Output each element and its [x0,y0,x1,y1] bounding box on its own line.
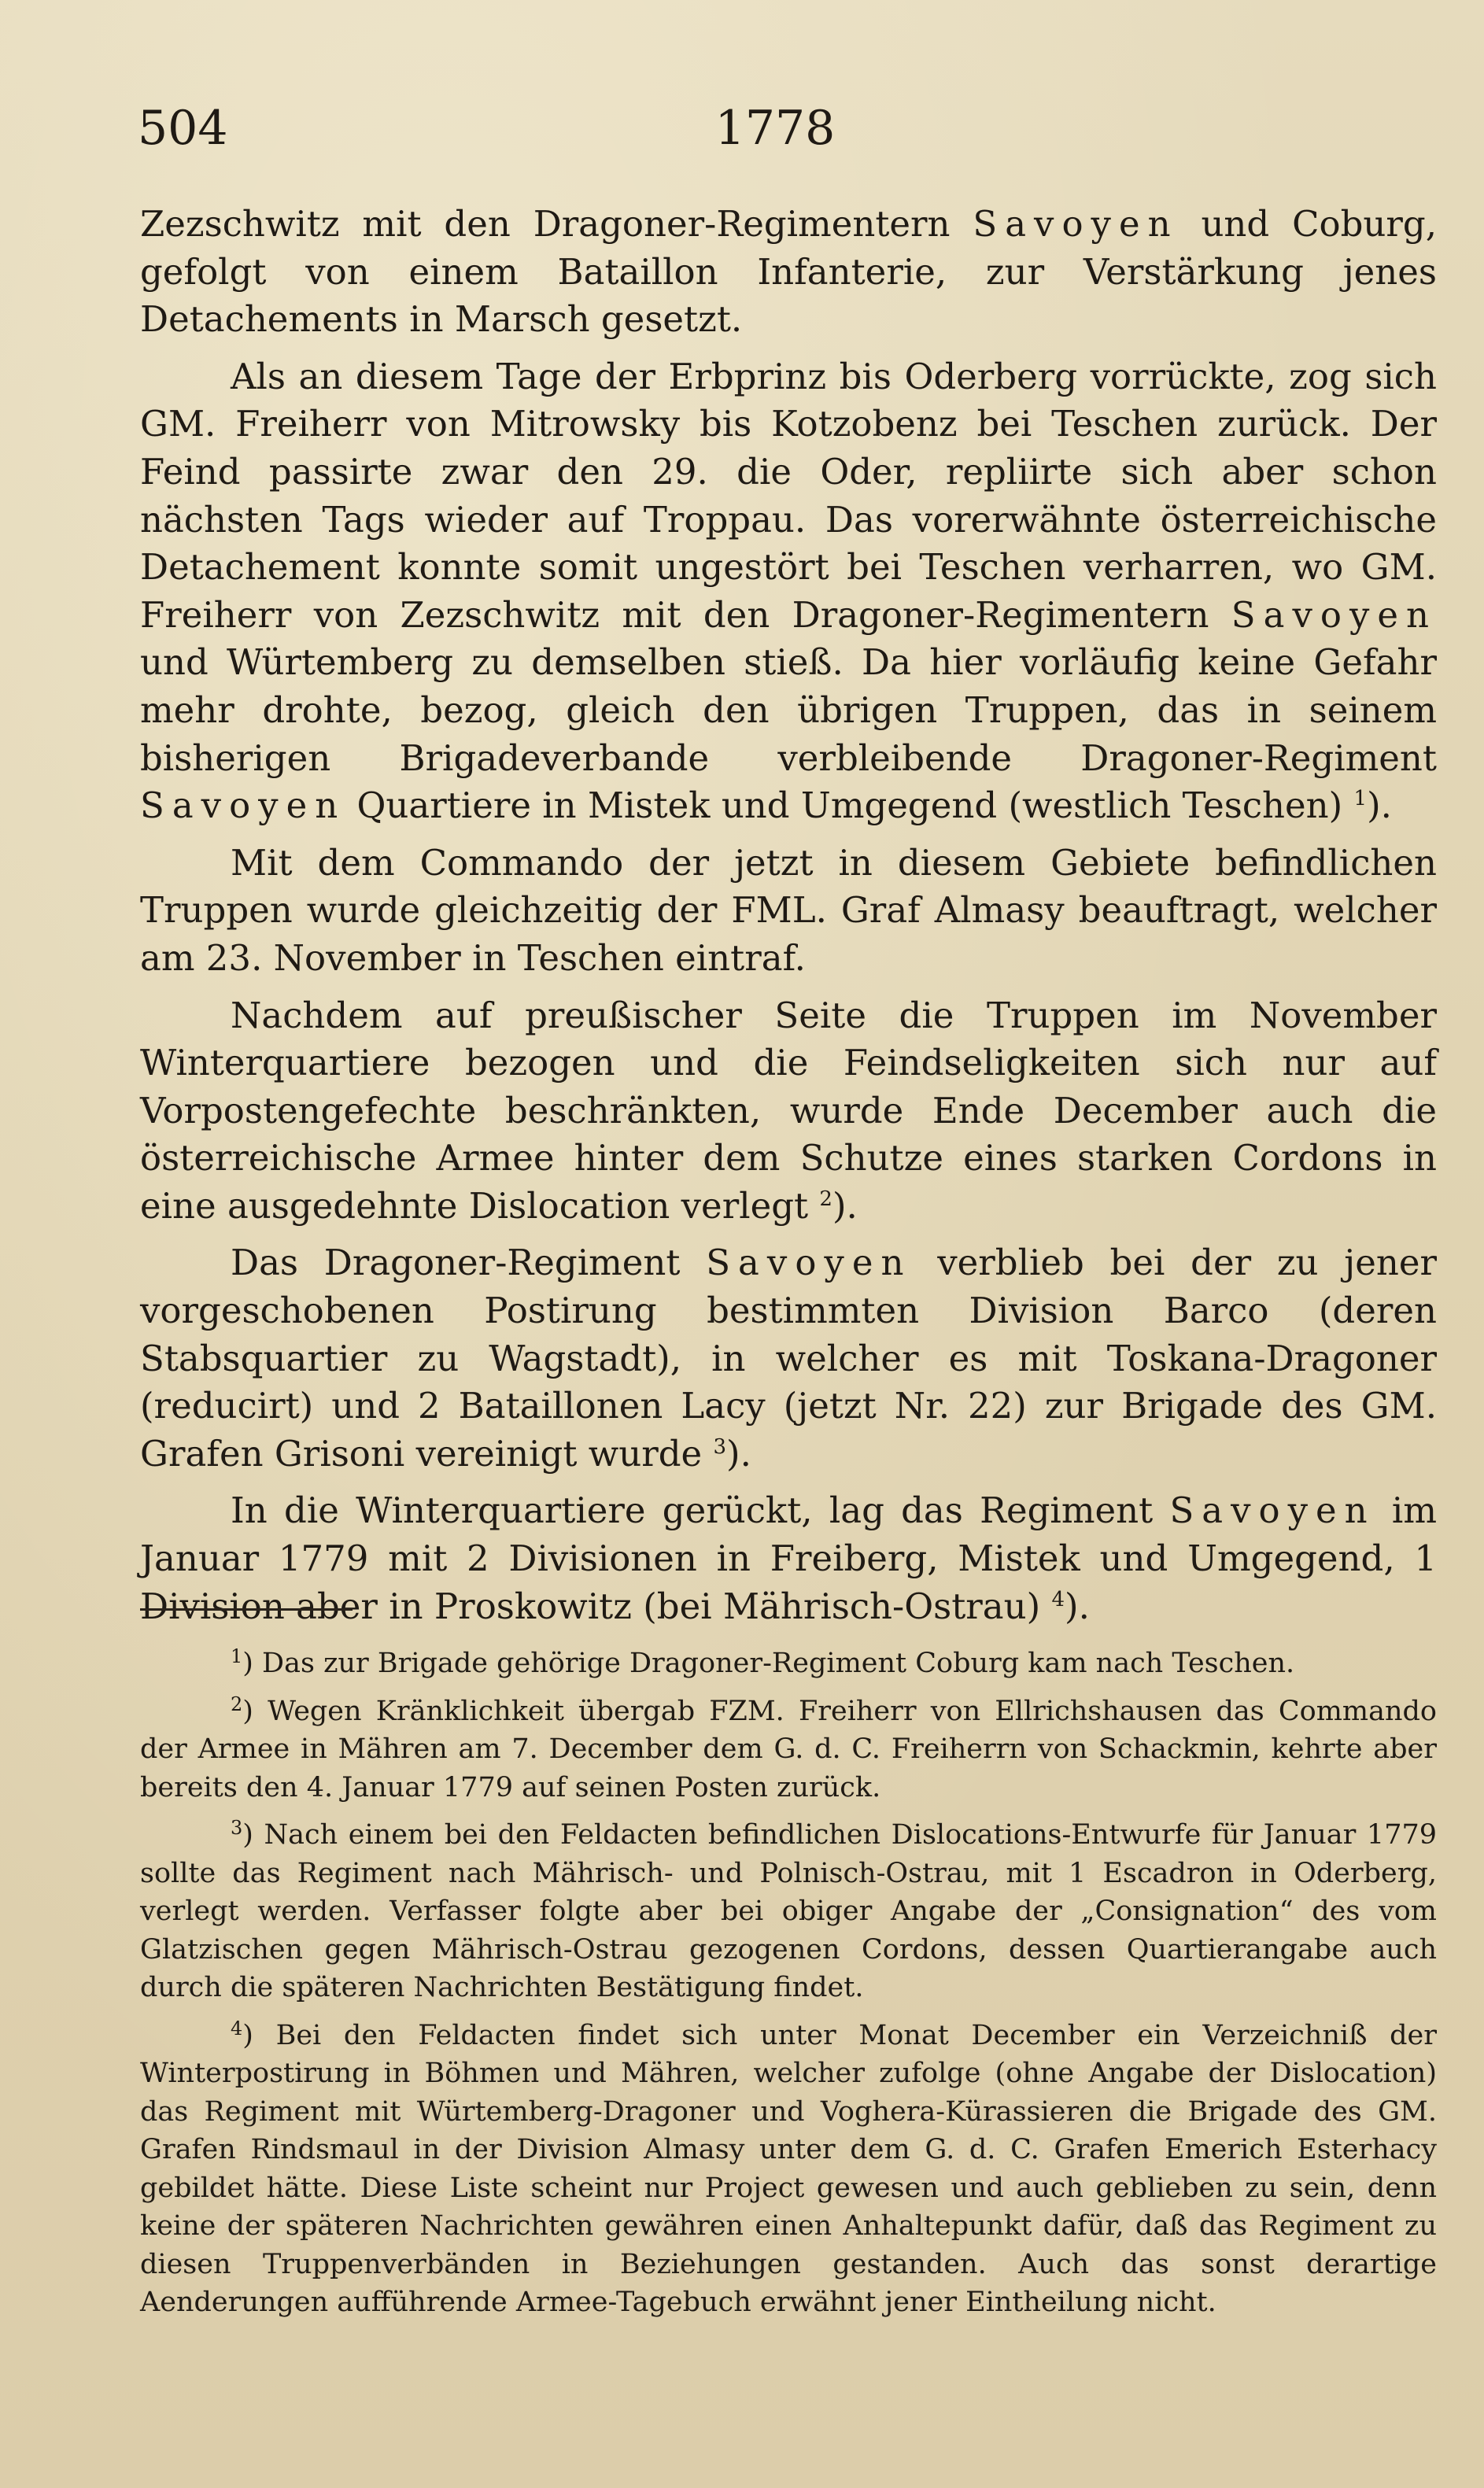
spaced-emphasis: Savoyen [706,1242,912,1284]
paragraph: Das Dragoner-Regiment Savoyen verblieb bei der zu jener vorgeschobenen Postirung bestimmten Division Barco (deren Stabsquartier zu Wagstadt), in welcher es mit Toskana-Dragoner (reducirt) und 2 Bataillonen Lacy (jetzt Nr. 22) zur Brigade des GM. Grafen Grisoni vereinigt wurde $^3$). [140,1242,1437,1475]
running-head-year: 1778 [714,101,836,156]
paragraph: Nachdem auf preußischer Seite die Truppen im November Winterquartiere bezogen und die Feindseligkeiten sich nur auf Vorpostengefechte beschränkten, wurde Ende December auch die österreichische Armee hinter dem Schutze eines starken Cordons in eine ausgedehnte Dislocation verlegt $^2$). [140,994,1437,1227]
text-run: Das Dragoner-Regiment [231,1242,707,1284]
text-run: Zezschwitz mit den Dragoner-Regimentern [140,203,973,245]
footnote-text: ) Nach einem bei den Feldacten befindlichen Dislocations-Entwurfe für Januar 1779 sollte das Regiment nach Mährisch- und Polnisch-Ostrau, mit 1 Escadron in Oderberg, verlegt werden. Verfasser folgte aber bei obiger Angabe der „Consignation“ des vom Glatzischen gegen Mährisch-Ostrau gezogenen Cordons, dessen Quartierangabe auch durch die späteren Nachrichten Bestätigung findet. [140,1819,1437,2003]
text-run: Als an diesem Tage der Erbprinz bis Oderberg vorrückte, zog sich GM. Freiherr von Mitrowsky bis Kotzobenz bei Teschen zurück. Der Feind passirte zwar den 29. die Oder, repliirte sich aber schon nächsten Tags wieder auf Troppau. Das vorerwähnte österreichische Detachement konnte somit ungestört bei Teschen verharren, wo GM. Freiherr von Zezschwitz mit den Dragoner-Regimentern [140,355,1437,636]
page-number: 504 [138,101,228,156]
footnotes [140,1645,1437,2331]
footnote [140,1693,1437,1807]
text-run: Mit dem Commando der jetzt in diesem Gebiete befindlichen Truppen wurde gleichzeitig der FML. Graf Almasy beauftragt, welcher am 23. November in Teschen eintraf. [140,841,1437,979]
text-run: verblieb bei der zu jener vorgeschobenen Postirung bestimmten Division Barco (deren Stabsquartier zu Wagstadt), in welcher es mit Toskana-Dragoner (reducirt) und 2 Bataillonen Lacy (jetzt Nr. 22) zur Brigade des GM. Grafen Grisoni vereinigt wurde [140,1242,1437,1475]
footnote-marker: 4 [231,2017,243,2039]
footnote [140,1816,1437,2007]
footnote-reference: 1 [1353,787,1368,811]
footnote [140,1645,1437,1683]
footnote-reference: 4 [1051,1587,1065,1611]
footnote-reference: 2 [819,1187,832,1211]
footnote-reference: 3 [713,1434,727,1459]
paragraph: In die Winterquartiere gerückt, lag das Regiment Savoyen im Januar 1779 mit 2 Divisionen in Freiberg, Mistek und Umgegend, 1 Division aber in Proskowitz (bei Mährisch-Ostrau) $^4$). [140,1489,1437,1627]
spaced-emphasis: Savoyen [1169,1489,1375,1532]
text-run: . [1380,784,1392,827]
footnote-text: ) Wegen Kränklichkeit übergab FZM. Freiherr von Ellrichshausen das Commando der Armee in Mähren am 7. December dem G. d. C. Freiherrn von Schackmin, kehrte aber bereits den 4. Januar 1779 auf seinen Posten zurück. [140,1695,1437,1803]
text-run: und Würtemberg zu demselben stieß. Da hier vorläufig keine Gefahr mehr drohte, bezog, gleich den übrigen Truppen, das in seinem bisherigen Brigadeverbande verbleibende Dragoner-Regiment [140,641,1437,779]
footnote-divider [140,1608,353,1611]
footnote-text: ) Das zur Brigade gehörige Dragoner-Regiment Coburg kam nach Teschen. [242,1648,1295,1679]
spaced-emphasis: Savoyen [973,203,1179,245]
paragraph [140,840,1437,983]
text-run: . [1078,1585,1090,1627]
footnote [140,2017,1437,2322]
main-text [140,201,1437,1640]
text-run: Quartiere in Mistek und Umgegend (westlich Teschen) [345,784,1354,827]
text-run: Nachdem auf preußischer Seite die Truppen im November Winterquartiere bezogen und die Feindseligkeiten sich nur auf Vorpostengefechte beschränkten, wurde Ende December auch die österreichische Armee hinter dem Schutze eines starken Cordons in eine ausgedehnte Dislocation verlegt [140,994,1437,1227]
footnote-marker: 3 [231,1817,243,1839]
footnote-text: ) Bei den Feldacten findet sich unter Monat December ein Verzeichniß der Winterpostirung in Böhmen und Mähren, welcher zufolge (ohne Angabe der Dislocation) das Regiment mit Würtemberg-Dragoner und Voghera-Kürassieren die Brigade des GM. Grafen Rindsmaul in der Division Almasy unter dem G. d. C. Grafen Emerich Esterhacy gebildet hätte. Diese Liste scheint nur Project gewesen und auch geblieben zu sein, denn keine der späteren Nachrichten gewähren einen Anhaltepunkt dafür, daß das Regiment zu diesen Truppenverbänden in Beziehungen gestanden. Auch das sonst derartige Aenderungen aufführende Armee-Tagebuch erwähnt jener Eintheilung nicht. [140,2019,1437,2318]
text-run: . [846,1184,858,1227]
paragraph [140,201,1437,344]
page-header [138,93,1436,164]
footnote-marker: 1 [231,1645,243,1667]
paragraph: Als an diesem Tage der Erbprinz bis Oderberg vorrückte, zog sich GM. Freiherr von Mitrowsky bis Kotzobenz bei Teschen zurück. Der Feind passirte zwar den 29. die Oder, repliirte sich aber schon nächsten Tags wieder auf Troppau. Das vorerwähnte österreichische Detachement konnte somit ungestört bei Teschen verharren, wo GM. Freiherr von Zezschwitz mit den Dragoner-Regimentern Savoyen und Würtemberg zu demselben stieß. Da hier vorläufig keine Gefahr mehr drohte, bezog, gleich den übrigen Truppen, das in seinem bisherigen Brigadeverbande verbleibende Dragoner-Regiment Savoyen Quartiere in Mistek und Umgegend (westlich Teschen) $^1$). [140,355,1437,827]
text-run: im Januar 1779 mit 2 Divisionen in Freiberg, Mistek und Umgegend, 1 Division aber in Proskowitz (bei Mährisch-Ostrau) [140,1489,1437,1627]
spaced-emphasis: Savoyen [1231,593,1437,636]
text-run: In die Winterquartiere gerückt, lag das Regiment [231,1489,1170,1532]
spaced-emphasis: Savoyen [140,784,346,827]
footnote-marker: 2 [231,1693,243,1715]
text-run: . [740,1432,751,1475]
text-run: und Coburg, gefolgt von einem Bataillon Infanterie, zur Verstärkung jenes Detachements in Marsch gesetzt. [140,203,1438,341]
